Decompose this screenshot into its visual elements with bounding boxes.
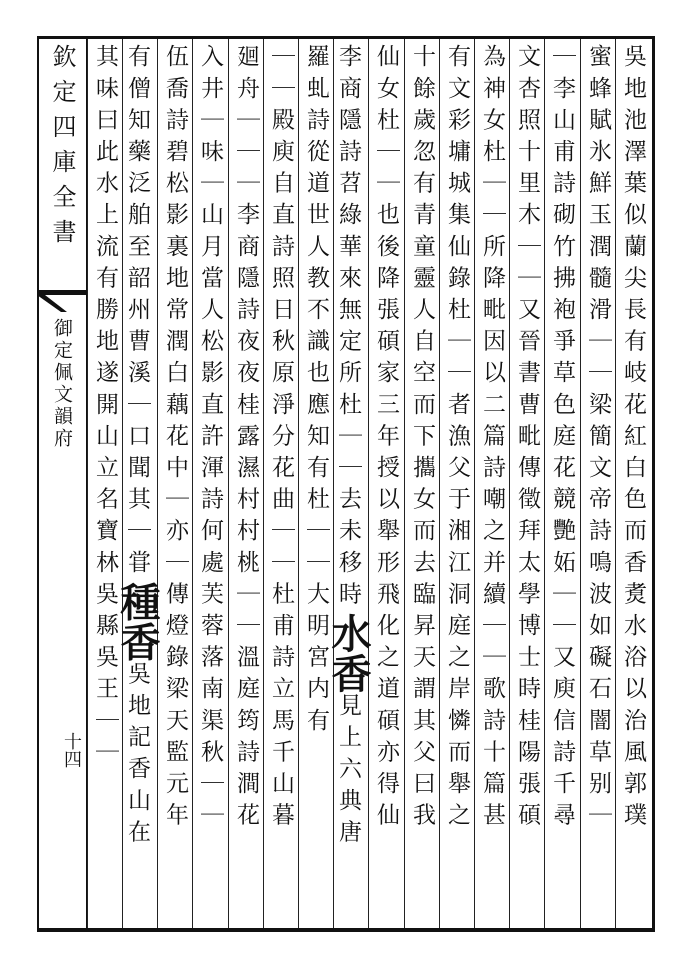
page-frame-right <box>652 36 655 932</box>
text-column <box>403 44 441 834</box>
text-column <box>114 44 161 851</box>
entry-headword: 種香 <box>114 581 161 662</box>
fishtail-ornament <box>37 290 87 312</box>
column-text: 李商隱詩苕綠華來無定所杜｜｜去未移時 <box>335 44 361 613</box>
column-text: 廻舟｜｜｜李商隱詩夜夜桂露濕村村桃｜｜溫庭筠詩澗花 <box>233 44 259 834</box>
text-column <box>262 44 300 834</box>
column-text: 吳地記香山在 <box>124 661 150 851</box>
column-text: 其味曰此水上流有勝地遂開山立名寶林 <box>92 44 118 582</box>
column-text: 羅虬詩從道世人教不識也應知有杜｜｜ <box>303 44 329 582</box>
text-column <box>156 44 194 834</box>
page-frame-bottom <box>37 928 655 932</box>
column-text: 大明宮内有 <box>303 581 329 740</box>
column-text: ｜李山甫詩砌竹拂袍爭草色庭花競艷妬｜｜又庾信詩千尋 <box>549 44 575 834</box>
text-column <box>227 44 265 834</box>
column-text: 有僧知藥泛舶至韶州曹溪｜口聞其｜甞 <box>124 44 150 582</box>
column-text: 吳地池澤葉似蘭尖長有岐花紅白色而香煑水浴以治風郭璞 <box>620 44 646 834</box>
text-column <box>579 44 617 834</box>
text-column <box>367 44 405 834</box>
column-text: 吳縣吳王｜｜ <box>92 581 118 771</box>
column-text: 有文彩墉城集仙錄杜｜｜者漁父于湘江洞庭之岸憐而舉之 <box>444 44 470 834</box>
text-column <box>438 44 476 834</box>
text-column <box>473 44 511 834</box>
text-column <box>297 44 335 739</box>
header-subtitle: 御定佩文韻府 <box>51 318 73 450</box>
column-text: 伍喬詩碧松影裏地常潤白藕花中｜亦｜傳燈錄梁天監元年 <box>162 44 188 834</box>
column-text: 十餘歲忽有青童靈人自空而下攜女而去臨昇天謂其父曰我 <box>409 44 435 834</box>
page-number: 十四 <box>61 732 82 768</box>
text-column <box>614 44 652 834</box>
text-column <box>508 44 546 834</box>
entry-headword: 水香 <box>325 612 372 693</box>
column-text: 仙女杜｜｜也後降張碩家三年授以舉形飛化之道碩亦得仙 <box>373 44 399 834</box>
text-column <box>86 44 124 771</box>
text-column <box>543 44 581 834</box>
text-column <box>325 44 372 851</box>
header-title: 欽定四庫全書 <box>48 44 76 254</box>
column-text: 蜜蜂賦氷鮮玉潤髓滑｜｜梁簡文帝詩鳴波如礙石闇草别｜ <box>585 44 611 834</box>
text-column <box>191 44 229 834</box>
column-text: ｜｜殿庾自直詩照日秋原淨分花曲｜｜杜甫詩立馬千山暮 <box>268 44 294 834</box>
column-text: 見上六典唐 <box>335 692 361 851</box>
column-text: 文杏照十里木｜｜又晉書曹毗傳徵拜太學博士時桂陽張碩 <box>514 44 540 834</box>
page-frame-left <box>37 36 39 932</box>
column-text: 入井｜味｜山月當人松影直許渾詩何處芙蓉落南渠秋｜｜ <box>197 44 223 834</box>
column-text: 為神女杜｜｜所降毗因以二篇詩嘲之并續｜｜歌詩十篇甚 <box>479 44 505 834</box>
page-frame-top <box>37 36 655 39</box>
